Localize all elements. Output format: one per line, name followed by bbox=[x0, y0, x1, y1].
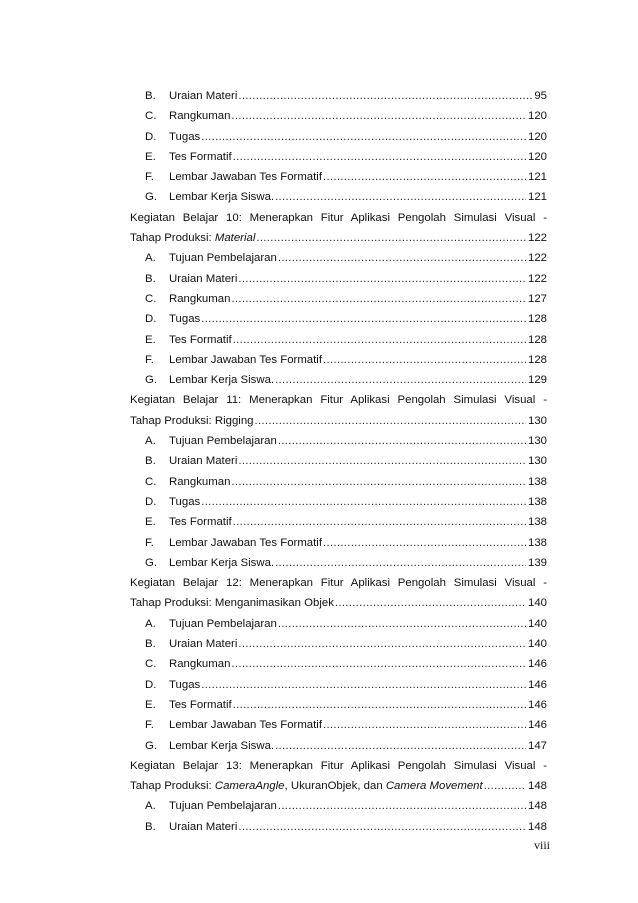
toc-entry-letter: D. bbox=[145, 130, 157, 143]
toc-entry-letter: D. bbox=[145, 678, 157, 691]
dot-leader bbox=[201, 127, 526, 147]
toc-chapter[interactable] bbox=[130, 756, 547, 797]
toc-chapter-subtitle bbox=[130, 411, 547, 431]
dot-leader bbox=[275, 187, 526, 207]
toc-entry-page: 148 bbox=[527, 820, 547, 833]
toc-entry-label: Uraian Materi bbox=[169, 455, 238, 468]
toc-entry-label: Tugas bbox=[169, 495, 201, 508]
toc-chapter-subtitle-prefix: Tahap Produksi: bbox=[130, 414, 215, 427]
toc-entry-label: Lembar Jawaban Tes Formatif bbox=[169, 171, 322, 184]
toc-entry[interactable] bbox=[130, 289, 547, 309]
toc-entry[interactable] bbox=[130, 472, 547, 492]
toc-entry-page: 120 bbox=[527, 150, 547, 163]
toc-entry-page: 146 bbox=[527, 678, 547, 691]
toc-entry-letter: A. bbox=[145, 435, 156, 448]
toc-entry-page: 138 bbox=[527, 516, 547, 529]
toc-entry-page: 128 bbox=[527, 333, 547, 346]
toc-chapter-subtitle-part: , UkuranObjek, dan bbox=[284, 780, 386, 793]
toc-entry-label: Tugas bbox=[169, 678, 201, 691]
dot-leader bbox=[201, 309, 526, 329]
toc-entry-letter: B. bbox=[145, 455, 156, 468]
toc-entry-label: Lembar Kerja Siswa. bbox=[169, 739, 275, 752]
toc-entry[interactable] bbox=[130, 553, 547, 573]
dot-leader bbox=[255, 411, 526, 431]
toc-chapter[interactable] bbox=[130, 390, 547, 431]
toc-entry-letter: G. bbox=[145, 556, 158, 569]
toc-entry-label: Tes Formatif bbox=[169, 333, 232, 346]
dot-leader bbox=[278, 431, 526, 451]
toc-chapter-title: Kegiatan Belajar 10: Menerapkan Fitur Aplikasi Pengolah Simulasi Visual - bbox=[130, 211, 547, 224]
toc-entry-label: Tujuan Pembelajaran bbox=[169, 252, 277, 265]
toc-chapter-subtitle bbox=[130, 228, 547, 248]
toc-entry-letter: E. bbox=[145, 333, 156, 346]
dot-leader bbox=[278, 248, 526, 268]
toc-entry-label: Uraian Materi bbox=[169, 90, 238, 102]
dot-leader bbox=[278, 796, 526, 816]
toc-entry-letter: G. bbox=[145, 191, 158, 204]
dot-leader bbox=[238, 86, 532, 106]
toc-entry-page: 138 bbox=[527, 536, 547, 549]
toc-entry-page: 146 bbox=[527, 719, 547, 732]
toc-entry-letter: A. bbox=[145, 800, 156, 813]
toc-entry-letter: B. bbox=[145, 90, 156, 102]
toc-entry[interactable] bbox=[130, 695, 547, 715]
toc-entry-letter: F. bbox=[145, 353, 154, 366]
toc-entry-page: 95 bbox=[534, 90, 547, 102]
toc-entry[interactable] bbox=[130, 147, 547, 167]
toc-chapter-subtitle-label bbox=[130, 411, 254, 431]
toc-entry-page: 127 bbox=[527, 292, 547, 305]
dot-leader bbox=[238, 817, 526, 837]
toc-entry[interactable] bbox=[130, 309, 547, 329]
toc-entry-label: Uraian Materi bbox=[169, 820, 238, 833]
toc-entry-page: 138 bbox=[527, 495, 547, 508]
toc-entry[interactable] bbox=[130, 492, 547, 512]
toc-entry-letter: E. bbox=[145, 150, 156, 163]
toc-entry-page: 130 bbox=[527, 435, 547, 448]
dot-leader bbox=[238, 451, 526, 471]
dot-leader bbox=[484, 776, 526, 796]
dot-leader bbox=[238, 634, 526, 654]
toc-entry-letter: A. bbox=[145, 252, 156, 265]
toc-entry-page: 147 bbox=[527, 739, 547, 752]
toc-entry-label: Tes Formatif bbox=[169, 698, 232, 711]
toc-entry-letter: G. bbox=[145, 739, 158, 752]
toc-entry-label: Lembar Kerja Siswa. bbox=[169, 374, 275, 387]
toc-entry-label: Rangkuman bbox=[169, 658, 231, 671]
toc-chapter-page: 140 bbox=[527, 597, 547, 610]
toc-entry[interactable] bbox=[130, 675, 547, 695]
toc-chapter-subtitle-prefix: Tahap Produksi: bbox=[130, 232, 215, 245]
toc-entry-page: 139 bbox=[527, 556, 547, 569]
toc-entry-page: 148 bbox=[527, 800, 547, 813]
dot-leader bbox=[323, 167, 526, 187]
toc-entry-letter: D. bbox=[145, 495, 157, 508]
page-number: viii bbox=[533, 838, 550, 852]
toc-entry[interactable] bbox=[130, 715, 547, 735]
toc-entry[interactable] bbox=[130, 269, 547, 289]
toc-chapter-subtitle-label bbox=[130, 776, 483, 796]
toc-chapter-page: 122 bbox=[527, 232, 547, 245]
toc-chapter-subtitle-prefix: Tahap Produksi: bbox=[130, 780, 215, 793]
toc-chapter-subtitle-part: Menganimasikan Objek bbox=[214, 597, 334, 610]
toc-entry[interactable] bbox=[130, 451, 547, 471]
toc-entry-label: Tujuan Pembelajaran bbox=[169, 435, 277, 448]
toc-entry[interactable] bbox=[130, 330, 547, 350]
dot-leader bbox=[233, 512, 526, 532]
toc-chapter[interactable] bbox=[130, 208, 547, 249]
toc-entry-label: Uraian Materi bbox=[169, 638, 238, 651]
toc-entry-letter: A. bbox=[145, 617, 156, 630]
toc-entry-letter: E. bbox=[145, 516, 156, 529]
toc-entry-letter: C. bbox=[145, 658, 157, 671]
toc-entry[interactable] bbox=[130, 634, 547, 654]
toc-chapter-title: Kegiatan Belajar 11: Menerapkan Fitur Aplikasi Pengolah Simulasi Visual - bbox=[130, 394, 547, 407]
toc-entry-letter: E. bbox=[145, 698, 156, 711]
toc-entry-label: Lembar Jawaban Tes Formatif bbox=[169, 536, 322, 549]
toc-entry-label: Tujuan Pembelajaran bbox=[169, 800, 277, 813]
dot-leader bbox=[231, 289, 526, 309]
toc-entry-page: 146 bbox=[527, 698, 547, 711]
toc-entry-letter: B. bbox=[145, 638, 156, 651]
dot-leader bbox=[233, 330, 526, 350]
toc-entry-page: 138 bbox=[527, 475, 547, 488]
toc-entry-page: 120 bbox=[527, 110, 547, 123]
dot-leader bbox=[323, 350, 526, 370]
dot-leader bbox=[256, 228, 526, 248]
toc-entry-page: 130 bbox=[527, 455, 547, 468]
toc-entry-label: Lembar Jawaban Tes Formatif bbox=[169, 353, 322, 366]
toc-chapter-subtitle-prefix: Tahap Produksi: bbox=[130, 597, 215, 610]
toc-entry[interactable] bbox=[130, 127, 547, 147]
dot-leader bbox=[231, 472, 526, 492]
dot-leader bbox=[231, 106, 526, 126]
toc-chapter-page: 148 bbox=[527, 780, 547, 793]
toc-entry[interactable] bbox=[130, 350, 547, 370]
toc-entry-label: Lembar Kerja Siswa. bbox=[169, 556, 275, 569]
dot-leader bbox=[231, 654, 526, 674]
toc-entry-label: Rangkuman bbox=[169, 110, 231, 123]
toc-entry[interactable] bbox=[130, 614, 547, 634]
toc-entry-letter: F. bbox=[145, 536, 154, 549]
toc-entry-letter: B. bbox=[145, 820, 156, 833]
toc-entry-label: Tes Formatif bbox=[169, 150, 232, 163]
toc-chapter-subtitle-label bbox=[130, 228, 255, 248]
toc-chapter-subtitle-part: Camera Movement bbox=[385, 780, 483, 793]
toc-chapter[interactable] bbox=[130, 573, 547, 614]
toc-entry[interactable] bbox=[130, 512, 547, 532]
dot-leader bbox=[275, 736, 526, 756]
dot-leader bbox=[275, 370, 526, 390]
dot-leader bbox=[323, 715, 526, 735]
toc-chapter-subtitle bbox=[130, 776, 547, 796]
toc-entry-letter: D. bbox=[145, 313, 157, 326]
dot-leader bbox=[323, 533, 526, 553]
toc-entry-page: 122 bbox=[527, 252, 547, 265]
toc-entry-page: 129 bbox=[527, 374, 547, 387]
toc-entry-page: 121 bbox=[527, 171, 547, 184]
toc-entry-label: Tes Formatif bbox=[169, 516, 232, 529]
toc-entry-letter: C. bbox=[145, 292, 157, 305]
toc-entry-page: 128 bbox=[527, 313, 547, 326]
toc-chapter-title: Kegiatan Belajar 12: Menerapkan Fitur Aplikasi Pengolah Simulasi Visual - bbox=[130, 577, 547, 590]
table-of-contents bbox=[130, 86, 547, 837]
toc-entry[interactable] bbox=[130, 86, 547, 106]
dot-leader bbox=[201, 492, 526, 512]
toc-entry-page: 121 bbox=[527, 191, 547, 204]
toc-entry-page: 122 bbox=[527, 272, 547, 285]
dot-leader bbox=[278, 614, 526, 634]
toc-entry-page: 140 bbox=[527, 638, 547, 651]
toc-entry-letter: C. bbox=[145, 475, 157, 488]
toc-entry-letter: C. bbox=[145, 110, 157, 123]
toc-entry-letter: F. bbox=[145, 719, 154, 732]
toc-entry[interactable] bbox=[130, 431, 547, 451]
dot-leader bbox=[335, 593, 526, 613]
toc-entry[interactable] bbox=[130, 106, 547, 126]
toc-chapter-subtitle-part: CameraAngle bbox=[214, 780, 285, 793]
toc-chapter-subtitle-part: Material bbox=[214, 232, 256, 245]
toc-entry-page: 140 bbox=[527, 617, 547, 630]
toc-entry-label: Lembar Jawaban Tes Formatif bbox=[169, 719, 322, 732]
toc-chapter-subtitle-part: Rigging bbox=[214, 414, 254, 427]
toc-entry-label: Tujuan Pembelajaran bbox=[169, 617, 277, 630]
dot-leader bbox=[233, 695, 526, 715]
toc-chapter-subtitle-label bbox=[130, 593, 334, 613]
toc-entry[interactable] bbox=[130, 654, 547, 674]
toc-entry-label: Lembar Kerja Siswa. bbox=[169, 191, 275, 204]
toc-entry[interactable] bbox=[130, 533, 547, 553]
toc-entry-letter: G. bbox=[145, 374, 158, 387]
toc-entry[interactable] bbox=[130, 817, 547, 837]
toc-entry[interactable] bbox=[130, 248, 547, 268]
dot-leader bbox=[201, 675, 526, 695]
toc-entry[interactable] bbox=[130, 370, 547, 390]
toc-entry-page: 120 bbox=[527, 130, 547, 143]
toc-entry[interactable] bbox=[130, 187, 547, 207]
toc-entry-label: Uraian Materi bbox=[169, 272, 238, 285]
toc-entry-label: Tugas bbox=[169, 313, 201, 326]
toc-entry-letter: B. bbox=[145, 272, 156, 285]
toc-chapter-page: 130 bbox=[527, 414, 547, 427]
toc-entry-label: Tugas bbox=[169, 130, 201, 143]
toc-entry-label: Rangkuman bbox=[169, 475, 231, 488]
dot-leader bbox=[238, 269, 526, 289]
toc-entry[interactable] bbox=[130, 796, 547, 816]
toc-entry-page: 146 bbox=[527, 658, 547, 671]
toc-entry-label: Rangkuman bbox=[169, 292, 231, 305]
toc-chapter-title: Kegiatan Belajar 13: Menerapkan Fitur Aplikasi Pengolah Simulasi Visual - bbox=[130, 759, 547, 772]
dot-leader bbox=[233, 147, 526, 167]
toc-entry[interactable] bbox=[130, 167, 547, 187]
toc-entry-page: 128 bbox=[527, 353, 547, 366]
toc-chapter-subtitle bbox=[130, 593, 547, 613]
dot-leader bbox=[275, 553, 526, 573]
toc-entry[interactable] bbox=[130, 736, 547, 756]
toc-entry-letter: F. bbox=[145, 171, 154, 184]
